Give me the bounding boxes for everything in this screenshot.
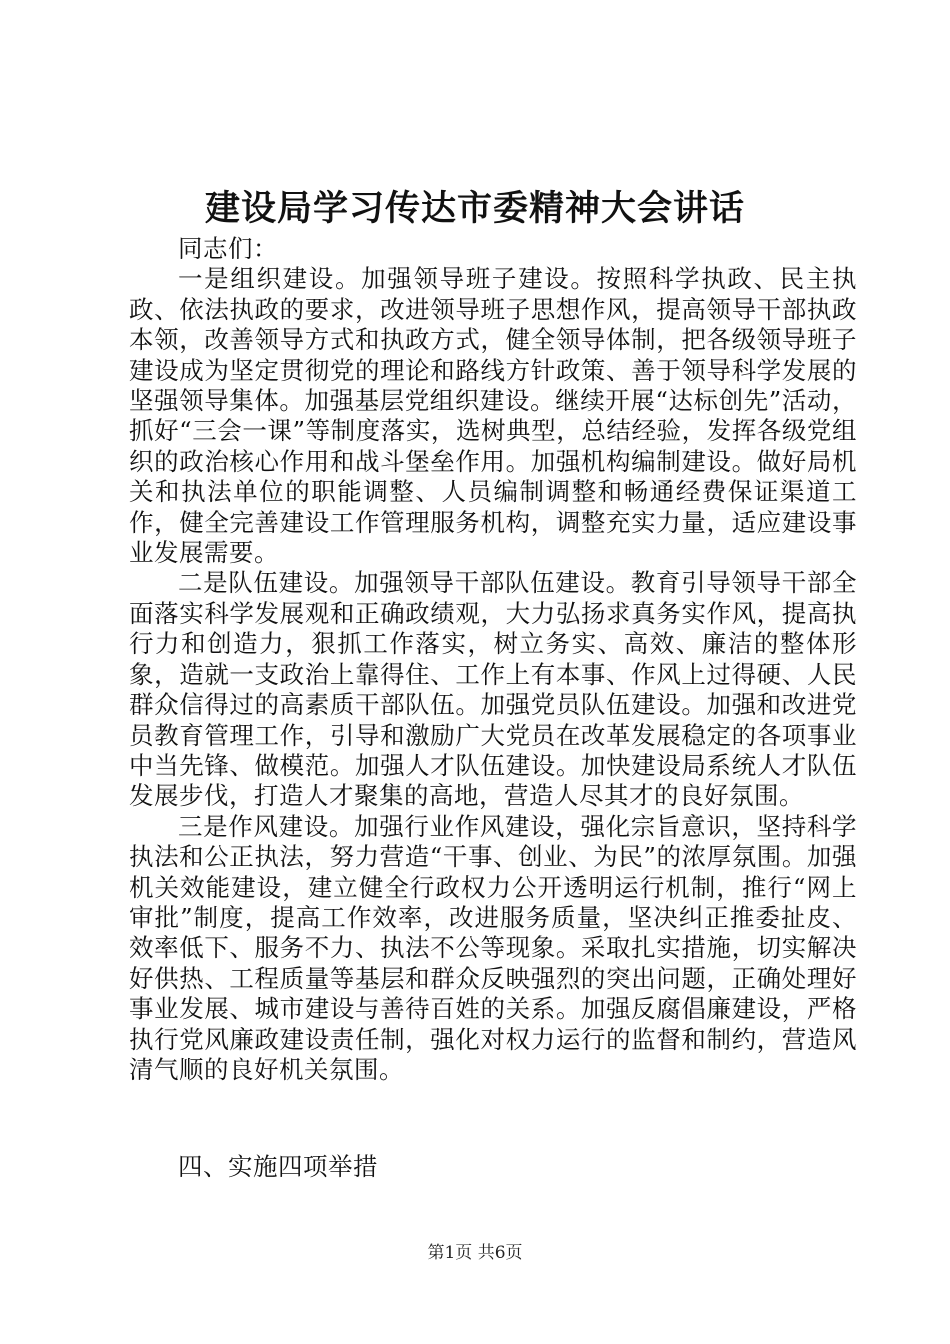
paragraph-style: 三是作风建设。加强行业作风建设，强化宗旨意识，坚持科学执法和公正执法，努力营造“干事、创业、为民”的浓厚氛围。加强机关效能建设，建立健全行政权力公开透明运行机制，推行“网上审批”制度，提高工作效率，改进服务质量，坚决纠正推委扯皮、效率低下、服务不力、执法不公等现象。采取扎实措施，切实解决好供热、工程质量等基层和群众反映强烈的突出问题，正确处理好事业发展、城市建设与善待百姓的关系。加强反腐倡廉建设，严格执行党风廉政建设责任制，强化对权力运行的监督和制约，营造风清气顺的良好机关氛围。 — [129, 811, 857, 1084]
section-heading: 四、实施四项举措 — [178, 1152, 378, 1181]
page-footer: 第1页 共6页 — [427, 1243, 523, 1263]
paragraph-team: 二是队伍建设。加强领导干部队伍建设。教育引导领导干部全面落实科学发展观和正确政绩观，大力弘扬求真务实作风，提高执行力和创造力，狠抓工作落实，树立务实、高效、廉洁的整体形象，造就一支政治上靠得住、工作上有本事、作风上过得硬、人民群众信得过的高素质干部队伍。加强党员队伍建设。加强和改进党员教育管理工作，引导和激励广大党员在改革发展稳定的各项事业中当先锋、做模范。加强人才队伍建设。加快建设局系统人才队伍发展步伐，打造人才聚集的高地，营造人尽其才的良好氛围。 — [129, 568, 857, 811]
paragraph-organization: 一是组织建设。加强领导班子建设。按照科学执政、民主执政、依法执政的要求，改进领导班子思想作风，提高领导干部执政本领，改善领导方式和执政方式，健全领导体制，把各级领导班子建设成为坚定贯彻党的理论和路线方针政策、善于领导科学发展的坚强领导集体。加强基层党组织建设。继续开展“达标创先”活动，抓好“三会一课”等制度落实，选树典型，总结经验，发挥各级党组织的政治核心作用和战斗堡垒作用。加强机构编制建设。做好局机关和执法单位的职能调整、人员编制调整和畅通经费保证渠道工作，健全完善建设工作管理服务机构，调整充实力量，适应建设事业发展需要。 — [129, 264, 857, 568]
salutation: 同志们： — [178, 234, 278, 263]
document-body — [129, 234, 857, 1085]
document-title: 建设局学习传达市委精神大会讲话 — [204, 188, 745, 229]
